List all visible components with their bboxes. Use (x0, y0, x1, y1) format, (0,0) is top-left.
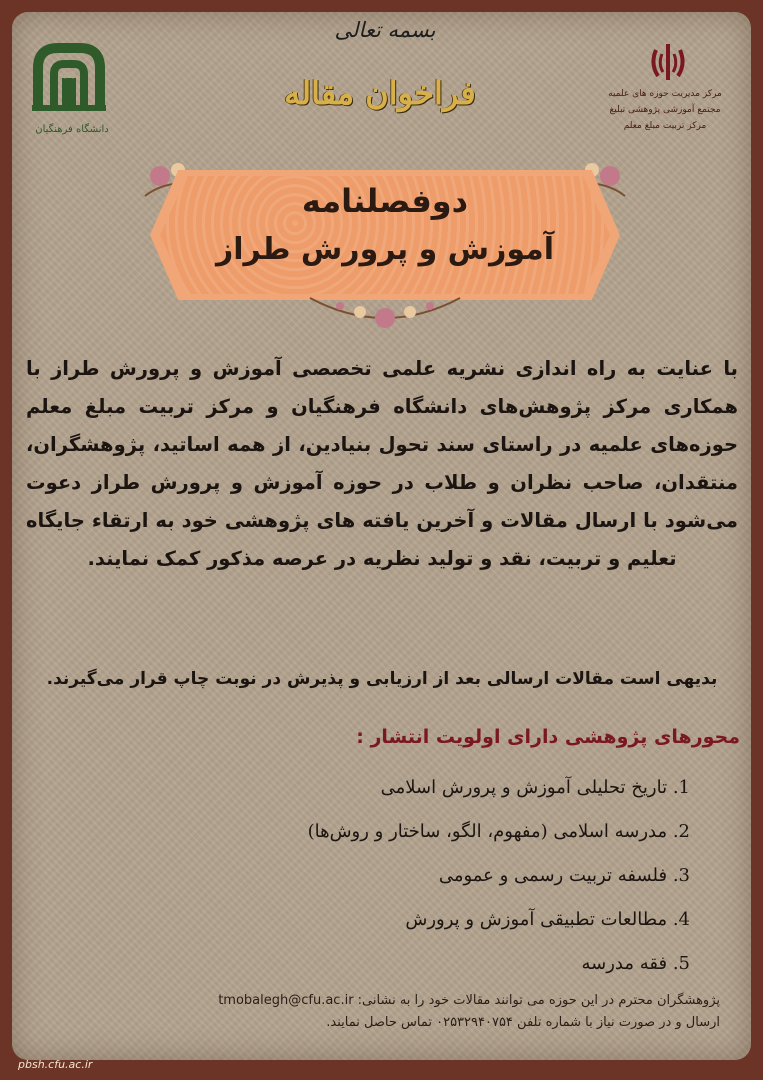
floral-ornament-icon (300, 288, 470, 336)
list-item: 5. فقه مدرسه (581, 953, 690, 974)
contact-email-line: پژوهشگران محترم در این حوزه می توانند مقالات خود را به نشانی: tmobalegh@cfu.ac.ir (218, 993, 720, 1008)
site-watermark: pbsh.cfu.ac.ir (18, 1058, 93, 1071)
list-item: 4. مطالعات تطبیقی آموزش و پرورش (405, 909, 690, 930)
research-axes-title: محورهای پژوهشی دارای اولویت انتشار : (356, 726, 740, 748)
org-line-1: مرکز مدیریت حوزه های علمیه (608, 89, 722, 99)
contact-footer (60, 990, 720, 1034)
bismillah-heading: بسمه تعالی (334, 18, 436, 42)
list-item: 1. تاریخ تحلیلی آموزش و پرورش اسلامی (380, 777, 690, 798)
list-item: 3. فلسفه تربیت رسمی و عمومی (438, 865, 690, 886)
org-line-2: مجتمع آموزشی پژوهشی تبلیغ (609, 105, 721, 115)
logo-caption: دانشگاه فرهنگیان (35, 124, 109, 135)
iran-emblem-icon (648, 40, 688, 84)
contact-phone-line: ارسال و در صورت نیاز با شماره تلفن ۰۲۵۳۲۹۴۰۷۵۴ تماس حاصل نمایند. (326, 1015, 720, 1030)
journal-type-title: دوفصلنامه (301, 182, 469, 220)
journal-name-title: آموزش و پرورش طراز (215, 232, 555, 267)
intro-paragraph: با عنایت به راه اندازی نشریه علمی تخصصی آموزش و پرورش طراز با همکاری مرکز پژوهش‌های دانشگاه فرهنگیان و مرکز تربیت مبلغ معلم حوزه‌های علمیه در راستای سند تحول بنیادین، از همه اساتید، پژوهشگران، منتقدان، صاحب نظران و طلاب در حوزه آموزش و پرورش طراز دعوت می‌شود با ارسال مقالات و آخرین یافته های پژوهشی خود به ارتقاء جایگاه تعلیم و تربیت، نقد و تولید نظریه در عرصه مذکور کمک نمایند. (26, 357, 738, 570)
call-for-papers-title: فراخوان مقاله (284, 74, 476, 112)
organization-lines (590, 86, 740, 134)
research-axes-list (250, 768, 690, 988)
title-banner (150, 170, 620, 340)
publication-note: بدیهی است مقالات ارسالی بعد از ارزیابی و پذیرش در نوبت چاپ قرار می‌گیرند. (46, 669, 718, 689)
list-item: 2. مدرسه اسلامی (مفهوم، الگو، ساختار و روش‌ها) (307, 821, 690, 842)
org-line-3: مرکز تربیت مبلغ معلم (623, 121, 707, 131)
